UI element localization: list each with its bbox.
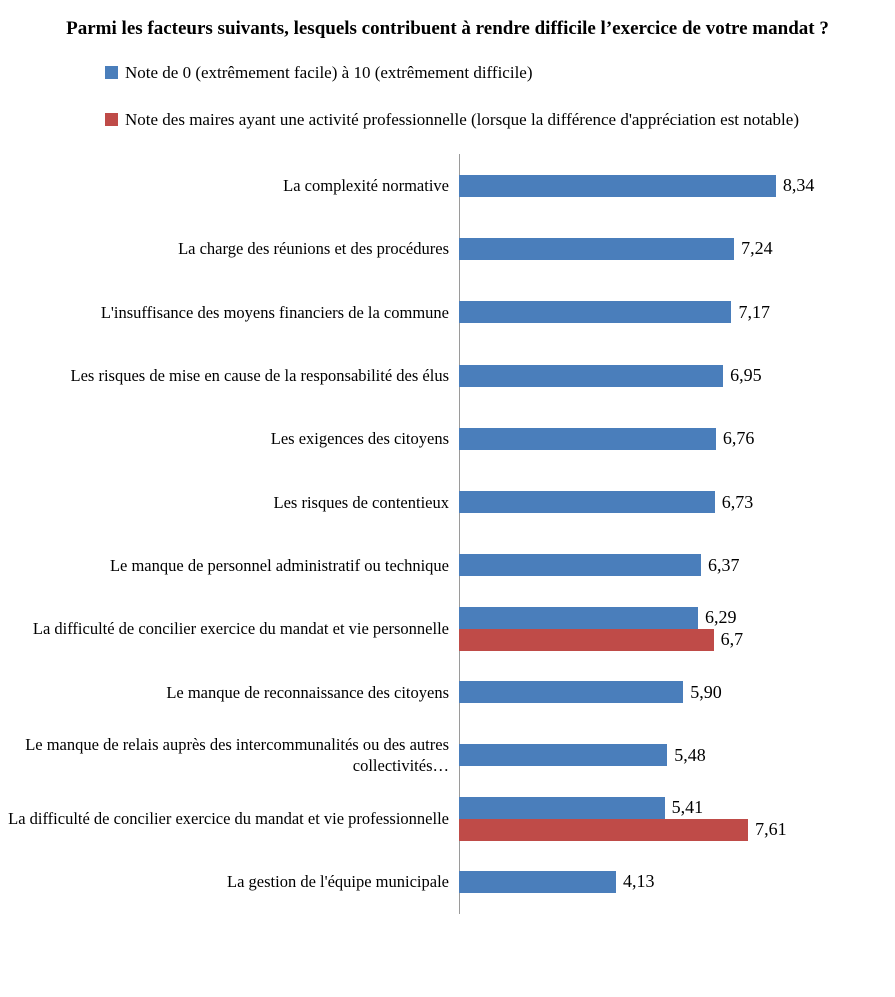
bar-line <box>459 819 895 841</box>
bar-value-label: 6,37 <box>708 554 740 575</box>
bar <box>459 681 683 703</box>
bar <box>459 491 715 513</box>
category-label: Les exigences des citoyens <box>270 429 449 449</box>
chart-row <box>0 534 895 597</box>
bar-line <box>459 238 895 260</box>
chart-row <box>0 787 895 850</box>
category-label: Le manque de relais auprès des intercommunalités ou des autres collectivités… <box>25 735 449 776</box>
bar-value-label: 7,61 <box>755 819 787 840</box>
chart-row <box>0 154 895 217</box>
bar-value-label: 6,95 <box>730 365 762 386</box>
legend-item-series-1 <box>105 60 835 85</box>
bar-line <box>459 744 895 766</box>
bar <box>459 238 734 260</box>
bar-line <box>459 681 895 703</box>
bar-value-label: 6,7 <box>720 629 744 650</box>
bar-rows <box>0 154 895 914</box>
bar-group <box>459 534 895 597</box>
bar <box>459 365 723 387</box>
chart-row <box>0 217 895 280</box>
chart-row <box>0 407 895 470</box>
bar-group <box>459 154 895 217</box>
bar-line <box>459 607 895 629</box>
bar-value-label: 4,13 <box>622 871 655 892</box>
legend-item-series-2 <box>105 107 835 132</box>
bar-line <box>459 491 895 513</box>
bar-group <box>459 407 895 470</box>
bar-line <box>459 797 895 819</box>
bar-line <box>459 554 895 576</box>
category-label: Les risques de contentieux <box>273 492 449 512</box>
bar-value-label: 5,90 <box>690 681 722 702</box>
legend-label-series-2: Note des maires ayant une activité professionnelle (lorsque la différence d'appréciation est notable) <box>125 110 799 129</box>
bar-line <box>459 428 895 450</box>
legend-label-series-1: Note de 0 (extrêmement facile) à 10 (extrêmement difficile) <box>125 63 533 82</box>
bar <box>459 428 716 450</box>
chart-row <box>0 850 895 913</box>
bar-group <box>459 281 895 344</box>
bar <box>459 797 665 819</box>
category-label: Le manque de personnel administratif ou technique <box>109 555 449 575</box>
bar-group <box>459 660 895 723</box>
chart-row <box>0 597 895 660</box>
bar-line <box>459 175 895 197</box>
bar-value-label: 8,34 <box>782 175 815 196</box>
bar-group <box>459 217 895 280</box>
page-title: Parmi les facteurs suivants, lesquels contribuent à rendre difficile l’exercice de votre mandat ? <box>66 18 829 39</box>
bar-group <box>459 344 895 407</box>
legend-swatch-icon-series-1 <box>105 66 118 79</box>
bar-line <box>459 365 895 387</box>
bar-group <box>459 787 895 850</box>
legend-swatch-icon-series-2 <box>105 113 118 126</box>
bar-value-label: 7,24 <box>741 238 773 259</box>
bar <box>459 871 616 893</box>
bar-value-label: 6,76 <box>722 428 755 449</box>
chart-row <box>0 281 895 344</box>
plot-area <box>0 154 895 914</box>
bar-group <box>459 470 895 533</box>
category-label: La difficulté de concilier exercice du mandat et vie personnelle <box>32 619 449 639</box>
category-label: La gestion de l'équipe municipale <box>227 872 449 892</box>
bar <box>459 301 731 323</box>
category-label: Le manque de reconnaissance des citoyens <box>166 682 449 702</box>
bar <box>459 744 667 766</box>
bar-group <box>459 597 895 660</box>
category-label: La complexité normative <box>283 176 449 196</box>
bar-line <box>459 871 895 893</box>
bar-line <box>459 629 895 651</box>
bar-value-label: 7,17 <box>738 301 770 322</box>
bar-group <box>459 724 895 787</box>
bar <box>459 629 714 651</box>
chart-row <box>0 344 895 407</box>
chart-row <box>0 724 895 787</box>
category-label: La charge des réunions et des procédures <box>178 239 449 259</box>
bar <box>459 607 698 629</box>
bar <box>459 819 748 841</box>
bar-line <box>459 301 895 323</box>
chart-legend <box>0 60 895 132</box>
bar-value-label: 5,41 <box>671 797 704 818</box>
bar <box>459 175 776 197</box>
bar-value-label: 5,48 <box>674 744 706 765</box>
category-label: Les risques de mise en cause de la responsabilité des élus <box>70 366 449 386</box>
bar-value-label: 6,73 <box>721 491 754 512</box>
chart-row <box>0 470 895 533</box>
category-label: L'insuffisance des moyens financiers de la commune <box>100 302 449 322</box>
chart-row <box>0 660 895 723</box>
bar <box>459 554 701 576</box>
category-label: La difficulté de concilier exercice du mandat et vie professionnelle <box>8 809 449 829</box>
bar-group <box>459 850 895 913</box>
bar-value-label: 6,29 <box>705 607 737 628</box>
